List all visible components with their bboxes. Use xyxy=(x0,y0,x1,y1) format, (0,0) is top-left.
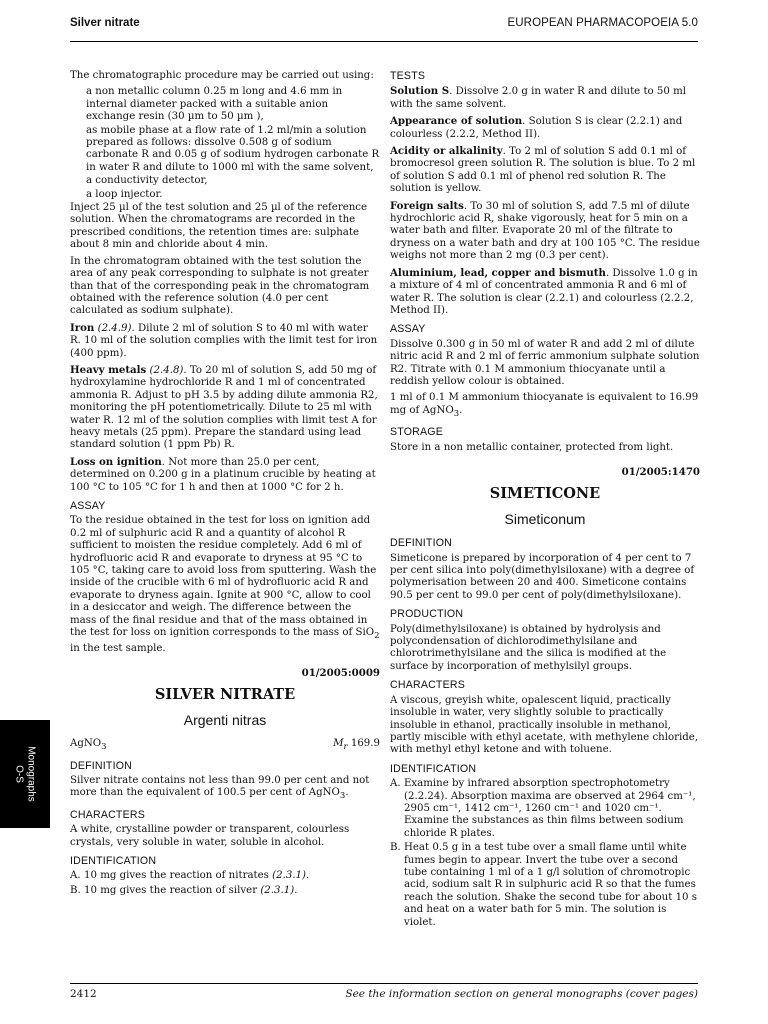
item-label: A. xyxy=(390,778,401,790)
header-rule xyxy=(70,41,698,42)
footer-note: See the information section on general monographs (cover pages) xyxy=(345,988,698,1000)
aluminium-title: Aluminium, lead, copper and bismuth xyxy=(390,266,606,279)
limit-paragraph: In the chromatogram obtained with the test solution the area of any peak corresponding to sulphate is not greater than that of the corresponding peak in the chromatogram obtained with the reference solution (4.0 per cent calculated as sodium sulphate). xyxy=(70,255,370,317)
storage-heading: STORAGE xyxy=(390,426,444,439)
item-text: Examine by infrared absorption spectrophotometry (2.2.24). Absorption maxima are observed at 2964 cm⁻¹, 2905 cm⁻¹, 1412 cm⁻¹, 1260 cm⁻¹ and 1020 cm⁻¹. Examine the substances as thin films between sodium chloride R plates. xyxy=(404,778,696,839)
loi-title: Loss on ignition xyxy=(70,455,162,468)
appearance-title: Appearance of solution xyxy=(390,115,523,128)
acidity-text: . To 2 ml of solution S add 0.1 ml of bromocresol green solution R. The solution is blue. To 2 ml of solution S add 0.1 ml of phenol red solution R. The solution is yellow. xyxy=(390,146,696,195)
heavy-metals-ref: (2.4.8) xyxy=(149,364,184,376)
identification-heading: IDENTIFICATION xyxy=(390,762,477,775)
characters-heading: CHARACTERS xyxy=(70,808,145,821)
mr-sub: r xyxy=(343,742,348,753)
definition-end: . xyxy=(345,787,349,799)
monograph-title: SIMETICONE xyxy=(489,485,601,503)
acidity-test xyxy=(390,145,700,196)
monograph-title: SILVER NITRATE xyxy=(154,686,296,704)
mr-value: 169.9 xyxy=(347,738,380,750)
assay-heading: ASSAY xyxy=(70,500,106,512)
assay-heading: ASSAY xyxy=(390,323,426,336)
loi-text: . Not more than 25.0 per cent, determined on 0.200 g in a platinum crucible by heating at 100 °C to 105 °C for 1 h and then at 1000 °C for 2 h. xyxy=(70,456,376,493)
footer-rule xyxy=(70,983,698,984)
identification-item xyxy=(390,842,700,929)
right-column xyxy=(390,70,700,931)
identification-item xyxy=(390,778,700,840)
item-text: Heat 0.5 g in a test tube over a small flame until white fumes begin to appear. Invert the tube over a second tube containing 1 ml of a 1 g/l solution of chromotropic acid, sodium salt R in sulphuric acid R so that the fumes reach the solution. Shake the second tube for about 10 s and heat on a water bath for 5 min. The solution is violet. xyxy=(404,842,698,928)
acidity-title: Acidity or alkalinity xyxy=(390,145,503,158)
solution-s-test xyxy=(390,85,700,111)
equivalence-paragraph xyxy=(390,392,700,420)
definition-paragraph xyxy=(70,775,380,803)
iron-text: . Dilute 2 ml of solution S to 40 ml with water R. 10 ml of the solution complies with the limit test for iron (400 ppm). xyxy=(70,322,378,359)
appearance-text: . Solution S is clear (2.2.1) and colourless (2.2.2, Method II). xyxy=(390,116,683,140)
formula-row xyxy=(70,738,380,753)
chrom-item: a non metallic column 0.25 m long and 4.6 mm in internal diameter packed with a suitable anion exchange resin (30 µm to 50 µm ), xyxy=(86,86,343,123)
heavy-metals-title: Heavy metals xyxy=(70,363,147,376)
mr-label: M xyxy=(333,738,344,750)
item-ref: (2.3.1) xyxy=(260,884,295,896)
item-label: B. xyxy=(70,884,81,896)
assay-sub: 2 xyxy=(374,631,380,642)
inject-paragraph: Inject 25 µl of the test solution and 25 µl of the reference solution. When the chromatograms are recorded in the prescribed conditions, the retention times are: sulphate about 8 min and chloride about 4 min. xyxy=(70,202,368,251)
solution-s-text: . Dissolve 2.0 g in water R and dilute to 50 ml with the same solvent. xyxy=(390,86,687,110)
monograph-latin-name: Argenti nitras xyxy=(183,711,267,728)
aluminium-test xyxy=(390,267,700,318)
heavy-metals-test xyxy=(70,364,380,452)
relative-molecular-mass xyxy=(333,738,380,753)
aluminium-text: . Dissolve 1.0 g in a mixture of 4 ml of concentrated ammonia R and 6 ml of water R. The solution is clear (2.2.1) and colourless (2.2.2, Method II). xyxy=(390,267,698,316)
side-tab-line2: O-S xyxy=(14,765,25,783)
iron-ref: (2.4.9) xyxy=(97,322,132,334)
definition-heading: DEFINITION xyxy=(390,537,453,550)
definition-sub: 3 xyxy=(339,791,346,802)
foreign-salts-text: . To 30 ml of solution S, add 7.5 ml of dilute hydrochloric acid R, shake vigorously, heat for 5 min on a water bath and filter. Evaporate 20 ml of the filtrate to dryness on a water bath and dry at 100 105 °C. The residue weighs not more than 2 mg (0.3 per cent). xyxy=(390,200,700,262)
storage-paragraph: Store in a non metallic container, protected from light. xyxy=(390,441,674,453)
chrom-item: a conductivity detector, xyxy=(86,175,208,187)
page-number: 2412 xyxy=(70,988,97,1000)
item-label: A. xyxy=(70,870,81,882)
solution-s-title: Solution S xyxy=(390,85,450,98)
definition-heading: DEFINITION xyxy=(70,759,133,772)
left-column xyxy=(70,70,380,899)
identification-heading: IDENTIFICATION xyxy=(70,855,157,868)
characters-paragraph: A white, crystalline powder or transparent, colourless crystals, very soluble in water, soluble in alcohol. xyxy=(70,824,350,848)
monograph-latin-name: Simeticonum xyxy=(504,510,586,527)
characters-paragraph: A viscous, greyish white, opalescent liquid, practically insoluble in water, very slightly soluble to practically insoluble in ethanol, practically insoluble in methanol, partly miscible with ethyl acetate, with methylene chloride, with methyl ethyl ketone and with toluene. xyxy=(390,694,699,756)
assay-text: To the residue obtained in the test for loss on ignition add 0.2 ml of sulphuric acid R and a quantity of alcohol R sufficient to moisten the residue completely. Add 6 ml of hydrofluoric acid R and evaporate to dryness at 95 °C to 105 °C, taking care to avoid loss from sputtering. Wash the inside of the crucible with 6 ml of hydrofluoric acid R and evaporate to dryness again. Ignite at 900 °C, allow to cool in a desiccator and weigh. The difference between the mass of the final residue and that of the mass obtained in the test for loss on ignition corresponds to the mass of SiO xyxy=(70,515,377,639)
formula-sub: 3 xyxy=(101,742,107,753)
equivalence-text: 1 ml of 0.1 M ammonium thiocyanate is equivalent to 16.99 mg of AgNO xyxy=(390,392,699,416)
identification-item: A. 10 mg gives the reaction of nitrates (2.3.1). xyxy=(70,870,310,882)
item-text: 10 mg gives the reaction of silver xyxy=(84,884,258,896)
assay-end: in the test sample. xyxy=(70,642,166,654)
side-tab-line1: Monographs xyxy=(25,746,37,802)
monograph-ref-code: 01/2005:1470 xyxy=(621,466,700,478)
item-label: B. xyxy=(390,842,401,854)
molecular-formula xyxy=(70,738,107,753)
monograph-ref-code: 01/2005:0009 xyxy=(301,666,380,679)
production-paragraph: Poly(dimethylsiloxane) is obtained by hydrolysis and polycondensation of dichlorodimethylsilane and chlorotrimethylsilane and the silica is modified at the surface by incorporation of methylsilyl groups. xyxy=(390,623,667,672)
iron-test xyxy=(70,322,380,360)
assay-paragraph: Dissolve 0.300 g in 50 ml of water R and add 2 ml of dilute nitric acid R and 2 ml of ferric ammonium sulphate solution R2. Titrate with 0.1 M ammonium thiocyanate until a reddish yellow colour is obtained. xyxy=(390,338,700,387)
equivalence-end: . xyxy=(459,404,463,416)
chrom-intro: The chromatographic procedure may be carried out using: xyxy=(70,70,374,81)
identification-item: B. 10 mg gives the reaction of silver (2.3.1). xyxy=(70,884,298,896)
chrom-item: a loop injector. xyxy=(86,188,163,200)
definition-text: Silver nitrate contains not less than 99.0 per cent and not more than the equivalent of 100.5 per cent of AgNO xyxy=(70,774,370,799)
production-heading: PRODUCTION xyxy=(390,608,464,621)
tests-heading: TESTS xyxy=(390,70,426,82)
equivalence-sub: 3 xyxy=(453,408,460,419)
definition-paragraph: Simeticone is prepared by incorporation of 4 per cent to 7 per cent silica into poly(dimethylsiloxane) with a degree of polymerisation between 20 and 400. Simeticone contains 90.5 per cent to 99.0 per cent of poly(dimethylsiloxane). xyxy=(390,552,695,601)
item-text: 10 mg gives the reaction of nitrates xyxy=(84,870,269,882)
foreign-salts-title: Foreign salts xyxy=(390,199,464,212)
heavy-metals-text: . To 20 ml of solution S, add 50 mg of hydroxylamine hydrochloride R and 1 ml of concentrated ammonia R. Adjust to pH 3.5 by adding dilute ammonia R2, monitoring the pH potentiometrically. Dilute to 25 ml with water R. 12 ml of the solution complies with limit test A for heavy metals (25 ppm). Prepare the standard using lead standard solution (1 ppm Pb) R. xyxy=(70,364,378,451)
loss-on-ignition-test xyxy=(70,456,380,494)
running-header-publication: EUROPEAN PHARMACOPOEIA 5.0 xyxy=(507,17,698,29)
chrom-item: as mobile phase at a flow rate of 1.2 ml/min a solution prepared as follows: dissolve 0.508 g of sodium carbonate R and 0.05 g of sodium hydrogen carbonate R in water R and dilute to 1000 ml with the same solvent, xyxy=(86,124,380,173)
foreign-salts-test xyxy=(390,200,700,263)
running-header-title: Silver nitrate xyxy=(70,17,140,29)
formula-text: AgNO xyxy=(70,738,102,750)
iron-title: Iron xyxy=(70,321,95,334)
assay-paragraph xyxy=(70,515,380,655)
characters-heading: CHARACTERS xyxy=(390,679,465,692)
item-ref: (2.3.1) xyxy=(272,870,307,882)
appearance-test xyxy=(390,115,700,141)
side-tab xyxy=(0,720,50,828)
